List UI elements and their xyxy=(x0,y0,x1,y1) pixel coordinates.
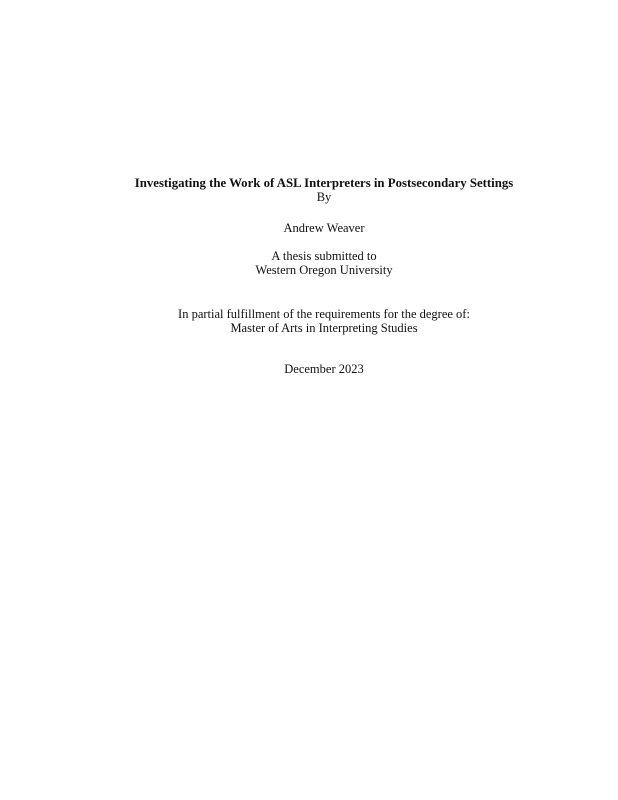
degree-name: Master of Arts in Interpreting Studies xyxy=(230,321,418,335)
submission-date: December 2023 xyxy=(284,362,364,376)
submission-line: A thesis submitted to xyxy=(271,249,377,263)
submission-statement xyxy=(30,249,618,277)
degree-statement xyxy=(30,307,618,335)
fulfillment-line: In partial fulfillment of the requirements for the degree of: xyxy=(178,307,470,321)
byline-label: By xyxy=(316,190,332,204)
title-page-content xyxy=(0,0,618,376)
thesis-title: Investigating the Work of ASL Interpreters in Postsecondary Settings xyxy=(134,176,514,190)
university-name: Western Oregon University xyxy=(255,263,393,277)
author-name: Andrew Weaver xyxy=(283,221,365,235)
